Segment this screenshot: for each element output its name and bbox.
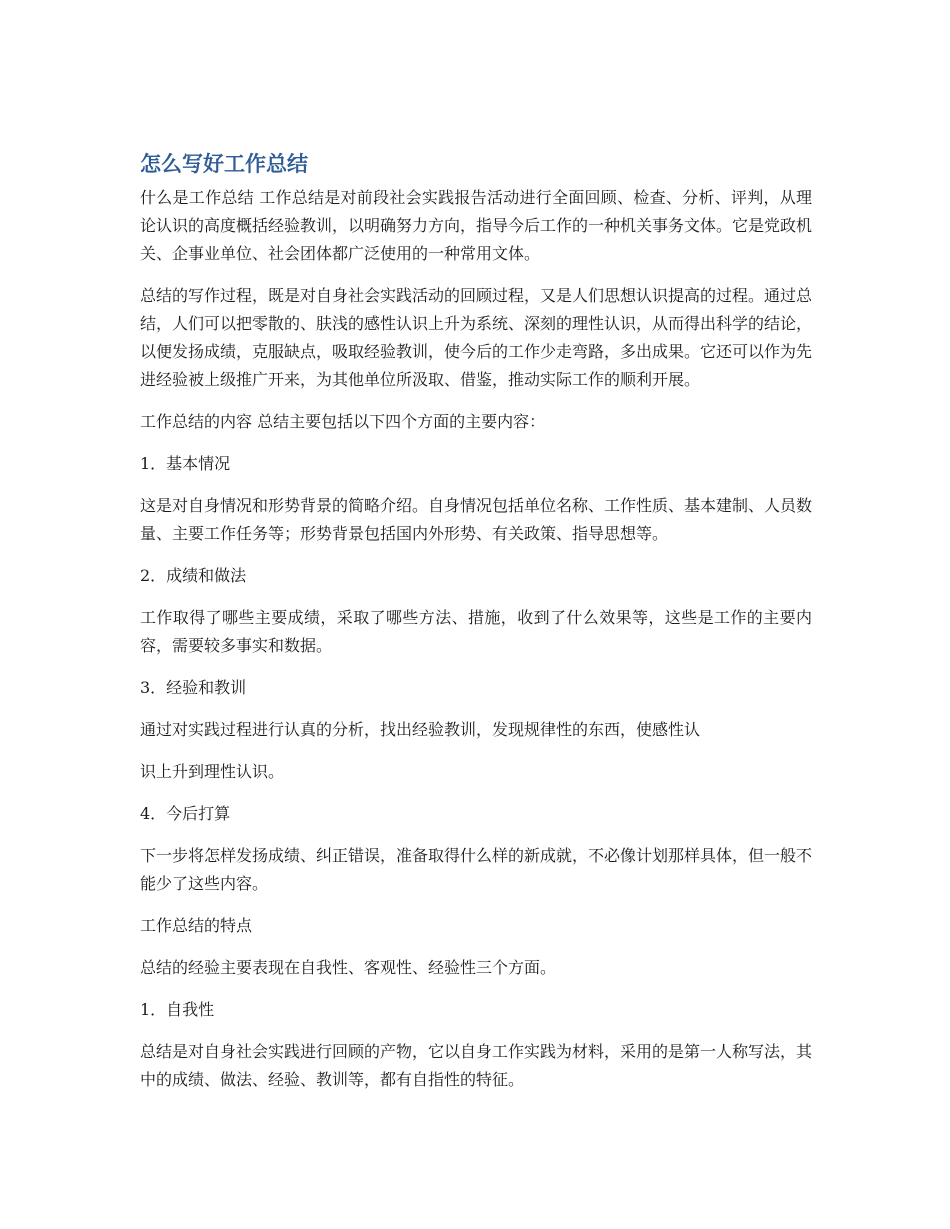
- paragraph: 识上升到理性认识。: [140, 762, 285, 781]
- paragraph: 总结的写作过程，既是对自身社会实践活动的回顾过程，又是人们思想认识提高的过程。通过总结，人们可以把零散的、肤浅的感性认识上升为系统、深刻的理性认识，从而得出科学的结论，以便发扬成绩，克服缺点，吸取经验教训，使今后的工作少走弯路，多出成果。它还可以作为先进经验被上级推广开来，为其他单位所汲取、借鉴，推动实际工作的顺利开展。: [140, 286, 813, 389]
- section-heading: 3．经验和教训: [140, 678, 247, 697]
- paragraph: 总结是对自身社会实践进行回顾的产物，它以自身工作实践为材料，采用的是第一人称写法，其中的成绩、做法、经验、教训等，都有自指性的特征。: [140, 1042, 813, 1089]
- paragraph: 什么是工作总结 工作总结是对前段社会实践报告活动进行全面回顾、检查、分析、评判，从理论认识的高度概括经验教训，以明确努力方向，指导今后工作的一种机关事务文体。它是党政机关、企事业单位、社会团体都广泛使用的一种常用文体。: [140, 188, 813, 263]
- section-heading: 2．成绩和做法: [140, 566, 247, 585]
- section-heading: 1．自我性: [140, 1000, 215, 1019]
- paragraph: 总结的经验主要表现在自我性、客观性、经验性三个方面。: [140, 958, 557, 977]
- paragraph: 这是对自身情况和形势背景的简略介绍。自身情况包括单位名称、工作性质、基本建制、人员数量、主要工作任务等；形势背景包括国内外形势、有关政策、指导思想等。: [140, 496, 813, 543]
- paragraph: 工作总结的内容 总结主要包括以下四个方面的主要内容：: [140, 412, 546, 431]
- paragraph: 下一步将怎样发扬成绩、纠正错误，准备取得什么样的新成就，不必像计划那样具体，但一般不能少了这些内容。: [140, 846, 813, 893]
- paragraph: 工作取得了哪些主要成绩，采取了哪些方法、措施，收到了什么效果等，这些是工作的主要内容，需要较多事实和数据。: [140, 608, 812, 655]
- section-heading: 4．今后打算: [140, 804, 231, 823]
- document-page: [140, 148, 812, 1108]
- paragraph: 通过对实践过程进行认真的分析，找出经验教训，发现规律性的东西，使感性认: [140, 720, 701, 739]
- paragraph: 工作总结的特点: [140, 916, 253, 935]
- document-title: 怎么写好工作总结: [140, 152, 308, 176]
- section-heading: 1．基本情况: [140, 454, 231, 473]
